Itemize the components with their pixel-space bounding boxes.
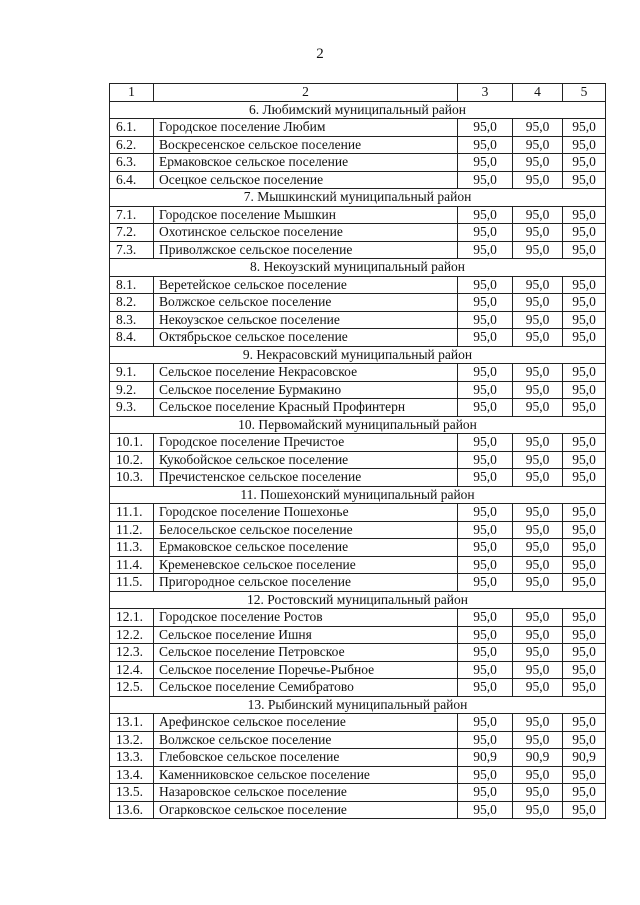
settlement-name: Ермаковское сельское поселение: [154, 154, 458, 172]
section-row: [110, 416, 606, 434]
settlement-name: Арефинское сельское поселение: [154, 714, 458, 732]
row-number: 6.3.: [110, 154, 154, 172]
value-col-3: 95,0: [458, 801, 513, 819]
row-number: 7.2.: [110, 224, 154, 242]
row-number: 12.4.: [110, 661, 154, 679]
value-col-5: 95,0: [563, 644, 606, 662]
settlement-name: Кременевское сельское поселение: [154, 556, 458, 574]
settlement-name: Сельское поселение Семибратово: [154, 679, 458, 697]
value-col-4: 95,0: [513, 136, 563, 154]
settlement-name: Городское поселение Пошехонье: [154, 504, 458, 522]
row-number: 8.4.: [110, 329, 154, 347]
section-title: 7. Мышкинский муниципальный район: [110, 189, 606, 207]
section-row: [110, 189, 606, 207]
table-row: [110, 731, 606, 749]
section-row: [110, 259, 606, 277]
value-col-4: 95,0: [513, 154, 563, 172]
table-row: [110, 626, 606, 644]
header-col-2: 2: [154, 84, 458, 102]
value-col-4: 95,0: [513, 801, 563, 819]
settlement-name: Огарковское сельское поселение: [154, 801, 458, 819]
section-row: [110, 486, 606, 504]
value-col-5: 95,0: [563, 574, 606, 592]
value-col-5: 95,0: [563, 399, 606, 417]
value-col-5: 95,0: [563, 766, 606, 784]
value-col-3: 95,0: [458, 644, 513, 662]
settlement-name: Сельское поселение Петровское: [154, 644, 458, 662]
table-row: [110, 679, 606, 697]
table-row: [110, 136, 606, 154]
table-row: [110, 574, 606, 592]
value-col-3: 95,0: [458, 399, 513, 417]
settlement-name: Глебовское сельское поселение: [154, 749, 458, 767]
value-col-3: 95,0: [458, 276, 513, 294]
table-row: [110, 801, 606, 819]
settlement-name: Сельское поселение Некрасовское: [154, 364, 458, 382]
value-col-5: 95,0: [563, 801, 606, 819]
header-col-1: 1: [110, 84, 154, 102]
settlement-name: Осецкое сельское поселение: [154, 171, 458, 189]
table-row: [110, 714, 606, 732]
table-row: [110, 329, 606, 347]
value-col-5: 95,0: [563, 294, 606, 312]
table-row: [110, 171, 606, 189]
settlement-name: Городское поселение Мышкин: [154, 206, 458, 224]
value-col-3: 95,0: [458, 451, 513, 469]
table-row: [110, 381, 606, 399]
value-col-5: 95,0: [563, 556, 606, 574]
value-col-4: 95,0: [513, 731, 563, 749]
value-col-4: 95,0: [513, 644, 563, 662]
settlement-name: Волжское сельское поселение: [154, 731, 458, 749]
row-number: 9.1.: [110, 364, 154, 382]
table-row: [110, 399, 606, 417]
value-col-4: 95,0: [513, 609, 563, 627]
row-number: 6.2.: [110, 136, 154, 154]
section-title: 6. Любимский муниципальный район: [110, 101, 606, 119]
value-col-4: 95,0: [513, 574, 563, 592]
value-col-3: 95,0: [458, 241, 513, 259]
value-col-3: 95,0: [458, 434, 513, 452]
table-row: [110, 784, 606, 802]
value-col-4: 95,0: [513, 661, 563, 679]
row-number: 11.4.: [110, 556, 154, 574]
value-col-4: 95,0: [513, 521, 563, 539]
table-row: [110, 241, 606, 259]
settlement-name: Городское поселение Любим: [154, 119, 458, 137]
value-col-3: 95,0: [458, 119, 513, 137]
value-col-5: 95,0: [563, 311, 606, 329]
value-col-5: 95,0: [563, 521, 606, 539]
settlement-name: Каменниковское сельское поселение: [154, 766, 458, 784]
row-number: 8.1.: [110, 276, 154, 294]
table-row: [110, 154, 606, 172]
value-col-3: 95,0: [458, 714, 513, 732]
value-col-4: 95,0: [513, 119, 563, 137]
settlement-name: Пречистенское сельское поселение: [154, 469, 458, 487]
settlement-name: Назаровское сельское поселение: [154, 784, 458, 802]
value-col-4: 95,0: [513, 451, 563, 469]
table-row: [110, 766, 606, 784]
value-col-5: 95,0: [563, 381, 606, 399]
value-col-4: 95,0: [513, 224, 563, 242]
table-row: [110, 521, 606, 539]
section-row: [110, 696, 606, 714]
header-row: [110, 84, 606, 102]
section-title: 12. Ростовский муниципальный район: [110, 591, 606, 609]
settlement-name: Сельское поселение Ишня: [154, 626, 458, 644]
row-number: 6.1.: [110, 119, 154, 137]
value-col-5: 95,0: [563, 784, 606, 802]
value-col-5: 95,0: [563, 154, 606, 172]
page-number: 2: [316, 46, 324, 62]
value-col-5: 95,0: [563, 171, 606, 189]
value-col-4: 95,0: [513, 539, 563, 557]
row-number: 10.2.: [110, 451, 154, 469]
table-row: [110, 451, 606, 469]
row-number: 9.2.: [110, 381, 154, 399]
settlement-name: Городское поселение Ростов: [154, 609, 458, 627]
value-col-3: 95,0: [458, 539, 513, 557]
value-col-4: 95,0: [513, 399, 563, 417]
row-number: 11.3.: [110, 539, 154, 557]
row-number: 8.2.: [110, 294, 154, 312]
value-col-4: 95,0: [513, 206, 563, 224]
value-col-3: 95,0: [458, 731, 513, 749]
value-col-3: 95,0: [458, 609, 513, 627]
value-col-4: 95,0: [513, 504, 563, 522]
section-title: 11. Пошехонский муниципальный район: [110, 486, 606, 504]
row-number: 10.1.: [110, 434, 154, 452]
row-number: 7.1.: [110, 206, 154, 224]
table-row: [110, 609, 606, 627]
section-row: [110, 591, 606, 609]
settlement-name: Сельское поселение Поречье-Рыбное: [154, 661, 458, 679]
section-title: 13. Рыбинский муниципальный район: [110, 696, 606, 714]
value-col-5: 95,0: [563, 241, 606, 259]
value-col-5: 95,0: [563, 329, 606, 347]
row-number: 12.3.: [110, 644, 154, 662]
section-title: 9. Некрасовский муниципальный район: [110, 346, 606, 364]
value-col-4: 95,0: [513, 171, 563, 189]
value-col-5: 95,0: [563, 469, 606, 487]
value-col-3: 95,0: [458, 661, 513, 679]
value-col-5: 95,0: [563, 609, 606, 627]
value-col-5: 95,0: [563, 731, 606, 749]
row-number: 13.6.: [110, 801, 154, 819]
row-number: 13.4.: [110, 766, 154, 784]
value-col-4: 90,9: [513, 749, 563, 767]
value-col-3: 95,0: [458, 364, 513, 382]
row-number: 11.2.: [110, 521, 154, 539]
value-col-5: 95,0: [563, 539, 606, 557]
section-title: 10. Первомайский муниципальный район: [110, 416, 606, 434]
settlement-name: Ермаковское сельское поселение: [154, 539, 458, 557]
table-row: [110, 749, 606, 767]
row-number: 9.3.: [110, 399, 154, 417]
settlement-name: Сельское поселение Бурмакино: [154, 381, 458, 399]
section-row: [110, 346, 606, 364]
value-col-3: 95,0: [458, 329, 513, 347]
value-col-5: 95,0: [563, 136, 606, 154]
value-col-5: 90,9: [563, 749, 606, 767]
value-col-5: 95,0: [563, 364, 606, 382]
settlement-name: Кукобойское сельское поселение: [154, 451, 458, 469]
settlement-name: Веретейское сельское поселение: [154, 276, 458, 294]
row-number: 11.5.: [110, 574, 154, 592]
value-col-4: 95,0: [513, 381, 563, 399]
value-col-5: 95,0: [563, 434, 606, 452]
table-body: [110, 84, 606, 819]
value-col-3: 95,0: [458, 154, 513, 172]
settlement-name: Охотинское сельское поселение: [154, 224, 458, 242]
value-col-5: 95,0: [563, 276, 606, 294]
settlement-name: Воскресенское сельское поселение: [154, 136, 458, 154]
settlement-name: Белосельское сельское поселение: [154, 521, 458, 539]
value-col-5: 95,0: [563, 679, 606, 697]
table-row: [110, 276, 606, 294]
row-number: 7.3.: [110, 241, 154, 259]
table-row: [110, 224, 606, 242]
row-number: 12.1.: [110, 609, 154, 627]
settlement-name: Сельское поселение Красный Профинтерн: [154, 399, 458, 417]
table-row: [110, 644, 606, 662]
row-number: 8.3.: [110, 311, 154, 329]
value-col-3: 95,0: [458, 679, 513, 697]
value-col-4: 95,0: [513, 469, 563, 487]
settlements-table: [109, 83, 606, 819]
value-col-3: 95,0: [458, 766, 513, 784]
value-col-5: 95,0: [563, 224, 606, 242]
value-col-4: 95,0: [513, 626, 563, 644]
value-col-3: 95,0: [458, 206, 513, 224]
table-row: [110, 119, 606, 137]
header-col-3: 3: [458, 84, 513, 102]
value-col-3: 95,0: [458, 556, 513, 574]
value-col-4: 95,0: [513, 241, 563, 259]
value-col-4: 95,0: [513, 784, 563, 802]
value-col-3: 90,9: [458, 749, 513, 767]
value-col-4: 95,0: [513, 311, 563, 329]
table-row: [110, 661, 606, 679]
value-col-4: 95,0: [513, 714, 563, 732]
table-row: [110, 311, 606, 329]
value-col-4: 95,0: [513, 556, 563, 574]
section-row: [110, 101, 606, 119]
table-row: [110, 206, 606, 224]
row-number: 11.1.: [110, 504, 154, 522]
row-number: 13.3.: [110, 749, 154, 767]
value-col-5: 95,0: [563, 119, 606, 137]
value-col-3: 95,0: [458, 311, 513, 329]
table-row: [110, 364, 606, 382]
value-col-3: 95,0: [458, 381, 513, 399]
value-col-4: 95,0: [513, 294, 563, 312]
value-col-4: 95,0: [513, 766, 563, 784]
row-number: 12.2.: [110, 626, 154, 644]
settlement-name: Пригородное сельское поселение: [154, 574, 458, 592]
value-col-5: 95,0: [563, 451, 606, 469]
table-row: [110, 294, 606, 312]
value-col-3: 95,0: [458, 224, 513, 242]
settlement-name: Октябрьское сельское поселение: [154, 329, 458, 347]
value-col-3: 95,0: [458, 626, 513, 644]
row-number: 13.5.: [110, 784, 154, 802]
value-col-4: 95,0: [513, 434, 563, 452]
value-col-5: 95,0: [563, 504, 606, 522]
value-col-5: 95,0: [563, 661, 606, 679]
row-number: 13.1.: [110, 714, 154, 732]
row-number: 10.3.: [110, 469, 154, 487]
value-col-3: 95,0: [458, 504, 513, 522]
value-col-3: 95,0: [458, 294, 513, 312]
value-col-4: 95,0: [513, 364, 563, 382]
table-row: [110, 434, 606, 452]
settlement-name: Волжское сельское поселение: [154, 294, 458, 312]
header-col-4: 4: [513, 84, 563, 102]
header-col-5: 5: [563, 84, 606, 102]
settlement-name: Городское поселение Пречистое: [154, 434, 458, 452]
table-row: [110, 556, 606, 574]
table-row: [110, 539, 606, 557]
table-row: [110, 469, 606, 487]
table-row: [110, 504, 606, 522]
value-col-4: 95,0: [513, 679, 563, 697]
value-col-3: 95,0: [458, 521, 513, 539]
value-col-3: 95,0: [458, 171, 513, 189]
value-col-3: 95,0: [458, 136, 513, 154]
value-col-3: 95,0: [458, 784, 513, 802]
row-number: 13.2.: [110, 731, 154, 749]
value-col-5: 95,0: [563, 206, 606, 224]
section-title: 8. Некоузский муниципальный район: [110, 259, 606, 277]
value-col-5: 95,0: [563, 626, 606, 644]
row-number: 6.4.: [110, 171, 154, 189]
value-col-4: 95,0: [513, 276, 563, 294]
value-col-4: 95,0: [513, 329, 563, 347]
settlement-name: Приволжское сельское поселение: [154, 241, 458, 259]
value-col-5: 95,0: [563, 714, 606, 732]
value-col-3: 95,0: [458, 469, 513, 487]
value-col-3: 95,0: [458, 574, 513, 592]
row-number: 12.5.: [110, 679, 154, 697]
settlement-name: Некоузское сельское поселение: [154, 311, 458, 329]
